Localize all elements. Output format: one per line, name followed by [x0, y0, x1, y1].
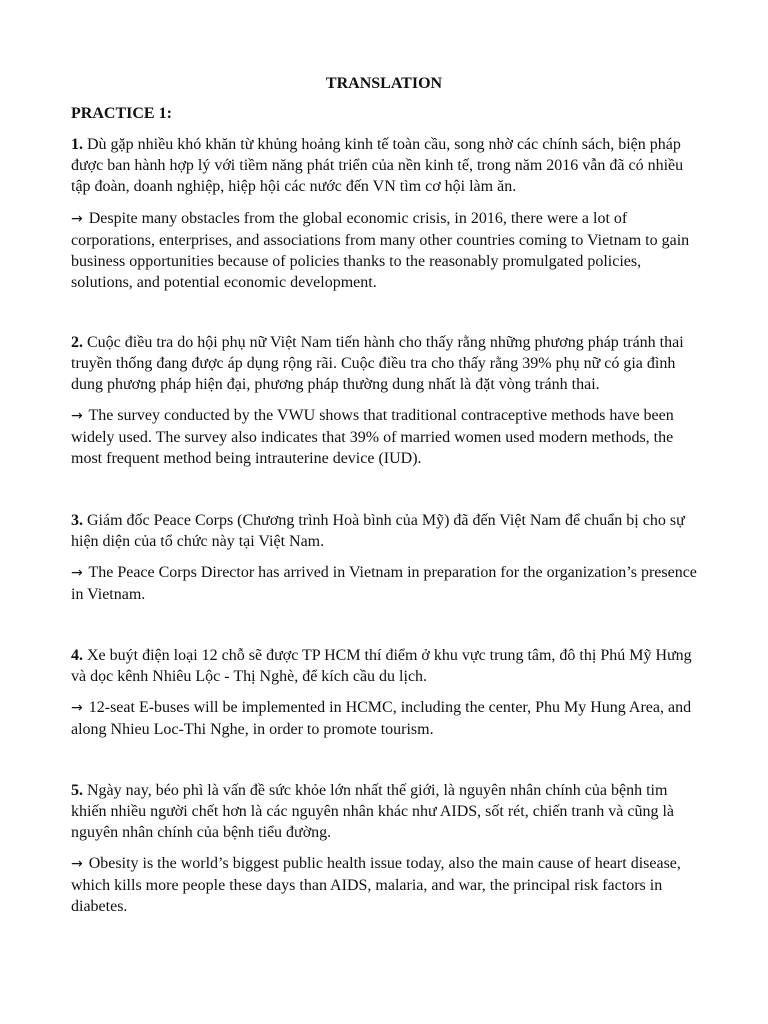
english-paragraph-4: [71, 697, 701, 740]
english-paragraph-1: [71, 208, 701, 293]
arrow-icon: →: [71, 408, 83, 424]
vietnamese-text-5: Ngày nay, béo phì là vấn đề sức khỏe lớn nhất thế giới, là nguyên nhân chính của bệnh tim khiến nhiều người chết hơn là các nguyên nhân khác như AIDS, sốt rét, chiến tranh và cũng là nguyên nhân chính của bệnh tiểu đường.: [71, 782, 674, 841]
english-paragraph-2: [71, 405, 701, 469]
item-number-4: 4.: [71, 647, 83, 664]
vietnamese-text-4: Xe buýt điện loại 12 chỗ sẽ được TP HCM thí điểm ở khu vực trung tâm, đô thị Phú Mỹ Hưng và dọc kênh Nhiêu Lộc - Thị Nghè, để kích cầu du lịch.: [71, 647, 692, 685]
english-paragraph-5: [71, 853, 701, 917]
practice-heading: PRACTICE 1:: [71, 105, 172, 122]
item-number-5: 5.: [71, 782, 83, 799]
vietnamese-text-2: Cuộc điều tra do hội phụ nữ Việt Nam tiến hành cho thấy rằng những phương pháp tránh thai truyền thống đang được áp dụng rộng rãi. Cuộc điều tra cho thấy rằng 39% phụ nữ có gia đình dung phương pháp hiện đại, phương pháp thường dung nhất là đặt vòng tránh thai.: [71, 334, 684, 393]
arrow-icon: →: [71, 700, 83, 716]
document-title: TRANSLATION: [325, 75, 443, 92]
vietnamese-paragraph-3: [71, 510, 701, 552]
arrow-icon: →: [71, 856, 83, 872]
vietnamese-paragraph-2: [71, 332, 701, 395]
english-text-3: The Peace Corps Director has arrived in Vietnam in preparation for the organization’s presence in Vietnam.: [71, 564, 697, 603]
vietnamese-text-3: Giám đốc Peace Corps (Chương trình Hoà bình của Mỹ) đã đến Việt Nam để chuẩn bị cho sự hiện diện của tổ chức này tại Việt Nam.: [71, 512, 685, 550]
item-number-1: 1.: [71, 136, 83, 153]
vietnamese-paragraph-4: [71, 645, 701, 687]
arrow-icon: →: [71, 211, 83, 227]
arrow-icon: →: [71, 565, 83, 581]
english-text-4: 12-seat E-buses will be implemented in HCMC, including the center, Phu My Hung Area, and along Nhieu Loc-Thi Nghe, in order to promote tourism.: [71, 699, 692, 738]
vietnamese-paragraph-1: [71, 134, 701, 197]
item-number-2: 2.: [71, 334, 83, 351]
vietnamese-text-1: Dù gặp nhiều khó khăn từ khủng hoảng kinh tế toàn cầu, song nhờ các chính sách, biện pháp được ban hành hợp lý với tiềm năng phát triển của nền kinh tế, trong năm 2016 vẫn đã có nhiều tập đoàn, doanh nghiệp, hiệp hội các nước đến VN tìm cơ hội làm ăn.: [71, 136, 684, 195]
english-text-1: Despite many obstacles from the global economic crisis, in 2016, there were a lot of corporations, enterprises, and associations from many other countries coming to Vietnam to gain business opportunities because of policies thanks to the reasonably promulgated policies, solutions, and potential economic development.: [71, 210, 690, 291]
english-text-5: Obesity is the world’s biggest public health issue today, also the main cause of heart disease, which kills more people these days than AIDS, malaria, and war, the principal risk factors in diabetes.: [71, 855, 681, 915]
item-number-3: 3.: [71, 512, 83, 529]
english-text-2: The survey conducted by the VWU shows that traditional contraceptive methods have been widely used. The survey also indicates that 39% of married women used modern methods, the most frequent method being intrauterine device (IUD).: [71, 407, 674, 467]
english-paragraph-3: [71, 562, 701, 605]
vietnamese-paragraph-5: [71, 780, 701, 843]
